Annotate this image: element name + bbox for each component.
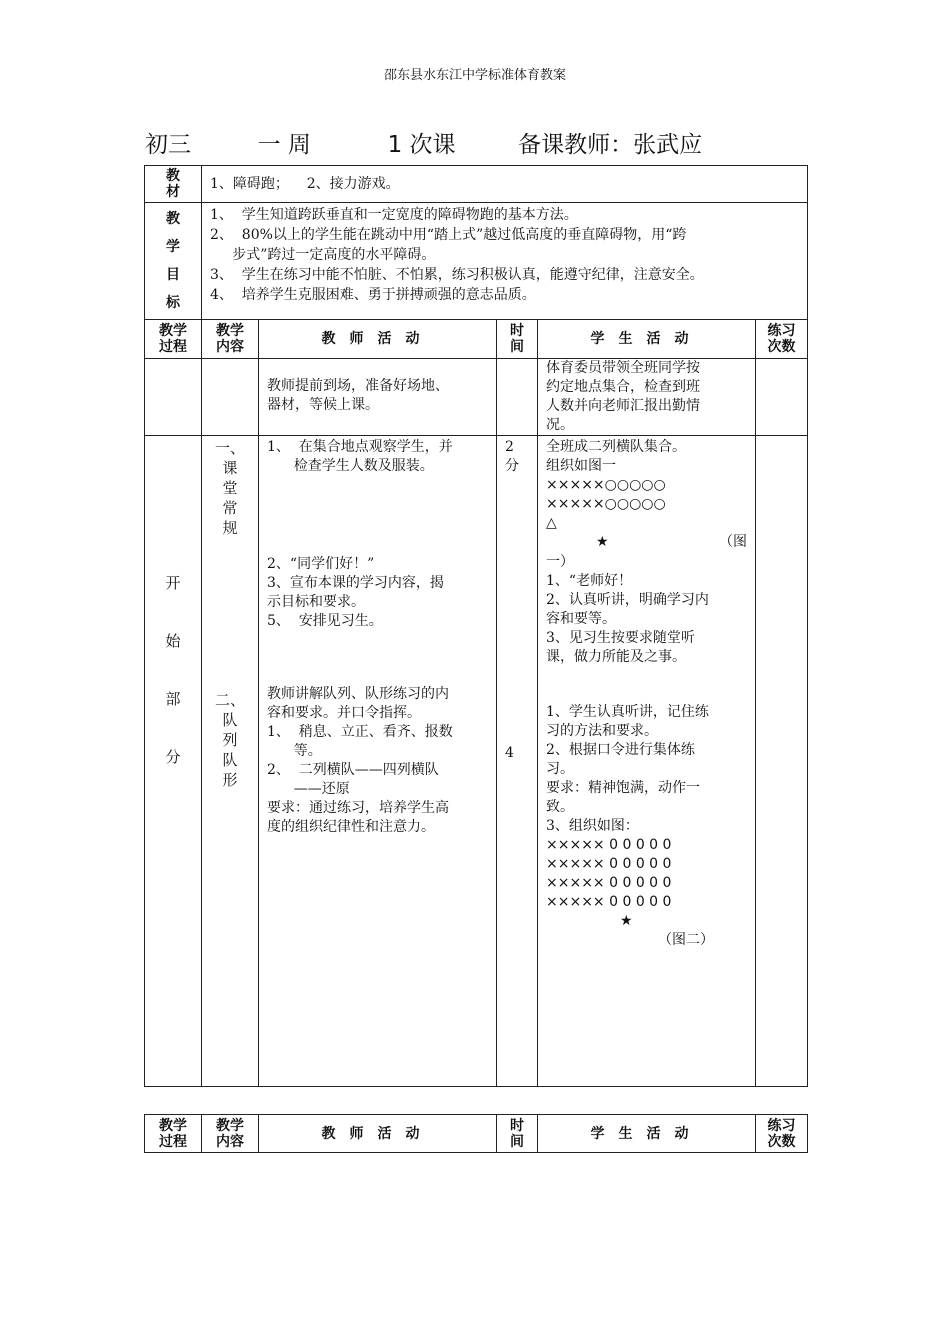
lesson-title — [145, 126, 702, 159]
col-time: 时 间 — [497, 320, 538, 359]
teacher-greet: 2、“同学们好！” 3、宣布本课的学习内容，揭 示目标和要求。 5、 安排见习生。 — [267, 556, 444, 629]
col-time: 时 间 — [497, 1115, 538, 1153]
goal-item: 2、 80%以上的学生能在跳动中用“踏上式”越过低高度的垂直障碍物，用“跨 — [210, 227, 687, 243]
row1-teacher: 教师提前到场，准备好场地、 器材，等候上课。 — [259, 359, 497, 436]
star-icon: ★ — [596, 534, 609, 550]
figure-1: ×××××○○○○○ ×××××○○○○○ △ ★ （图 一） — [546, 477, 747, 570]
col-content: 教学 内容 — [202, 1115, 259, 1153]
grade: 初三 — [145, 132, 191, 158]
col-content: 教学 内容 — [202, 320, 259, 359]
col-process: 教学 过程 — [145, 1115, 202, 1153]
fig1-caption: （图 — [719, 534, 747, 550]
student-formation: 1、学生认真听讲，记住练 习的方法和要求。 2、根据口令进行集体练 习。 要求：精神饱满，动作一 致。 3、组织如图： — [546, 704, 709, 834]
fig2-caption: （图二） — [658, 932, 714, 948]
goal-item: 1、 学生知道跨跃垂直和一定宽度的障碍物跑的基本方法。 — [210, 207, 578, 223]
teacher-activity — [259, 436, 497, 1087]
col-student: 学生活动 — [538, 320, 756, 359]
goals-label: 教 学 目 标 — [145, 203, 202, 320]
col-process: 教学 过程 — [145, 320, 202, 359]
content-routine: 一、 课 堂 常 规 — [214, 439, 245, 537]
goals-text — [202, 203, 808, 320]
time-a: 2 — [505, 439, 514, 455]
time-cell: 2 分 4 — [497, 436, 538, 1087]
star-icon: ★ — [620, 913, 633, 929]
goal-item: 4、 培养学生克服困难、勇于拼搏顽强的意志品质。 — [210, 287, 536, 303]
material-text: 1、障碍跑； 2、接力游戏。 — [202, 166, 808, 203]
lesson-plan-table-2 — [144, 1114, 808, 1153]
student-greet: 1、“老师好！ 2、认真听讲，明确学习内 容和要等。 3、见习生按要求随堂听 课，做力所能及之事。 — [546, 573, 709, 665]
material-label: 教 材 — [145, 166, 202, 203]
week: 一 周 — [257, 132, 311, 158]
goal-item: 3、 学生在练习中能不怕脏、不怕累，练习积极认真，能遵守纪律，注意安全。 — [210, 267, 704, 283]
page-header: 邵东县水东江中学标准体育教案 — [383, 68, 566, 83]
col-practice: 练习 次数 — [756, 320, 808, 359]
lesson-count: 1 次课 — [387, 132, 456, 158]
col-teacher: 教师活动 — [259, 320, 497, 359]
time-b: 4 — [505, 745, 514, 761]
process-start: 开 始 部 分 — [145, 436, 202, 1087]
teacher-observe: 1、 在集合地点观察学生，并 检查学生人数及服装。 — [267, 439, 453, 474]
col-practice: 练习 次数 — [756, 1115, 808, 1153]
figure-2: ××××× 0 0 0 0 0 ××××× 0 0 0 0 0 ××××× 0 0 0 0 0 ××××× 0 0 0 0 0 ★ （图二） — [546, 836, 749, 950]
content-formation: 二、 队 列 队 形 — [214, 691, 245, 789]
teacher-formation: 教师讲解队列、队形练习的内 容和要求。并口令指挥。 1、 稍息、立正、看齐、报数 等。 2、 二列横队——四列横队 ——还原 要求：通过练习，培养学生高 度的组织纪律性和注意力。 — [267, 686, 453, 835]
content-cell — [202, 436, 259, 1087]
teacher-name: 备课教师：张武应 — [518, 132, 703, 158]
col-student: 学生活动 — [538, 1115, 756, 1153]
lesson-plan-table — [144, 165, 808, 1087]
student-activity: 全班成二列横队集合。 组织如图一 ×××××○○○○○ ×××××○○○○○ △ ★ （图 一） 1、“老师好！ 2、认真听讲，明确学习内 容和要等。 3、见习生按要求随堂听 课，做力所能及之事。 1、学生认真听讲，记住练 习的方法和要求。 2、根据口令进行集体练 习。 要求：精神饱满，动作一 致。 3、组织如图： ××××× 0 0 0 0 0 ××××× 0 0 0 0 0 ××××× 0 0 0 0 0 ××××× 0 0 0 0 0 ★ （图二） — [538, 436, 756, 1087]
goal-item: 步式”跨过一定高度的水平障碍。 — [210, 247, 436, 263]
row1-student: 体育委员带领全班同学按 约定地点集合，检查到班 人数并向老师汇报出勤情 况。 — [538, 359, 756, 436]
col-teacher: 教师活动 — [259, 1115, 497, 1153]
